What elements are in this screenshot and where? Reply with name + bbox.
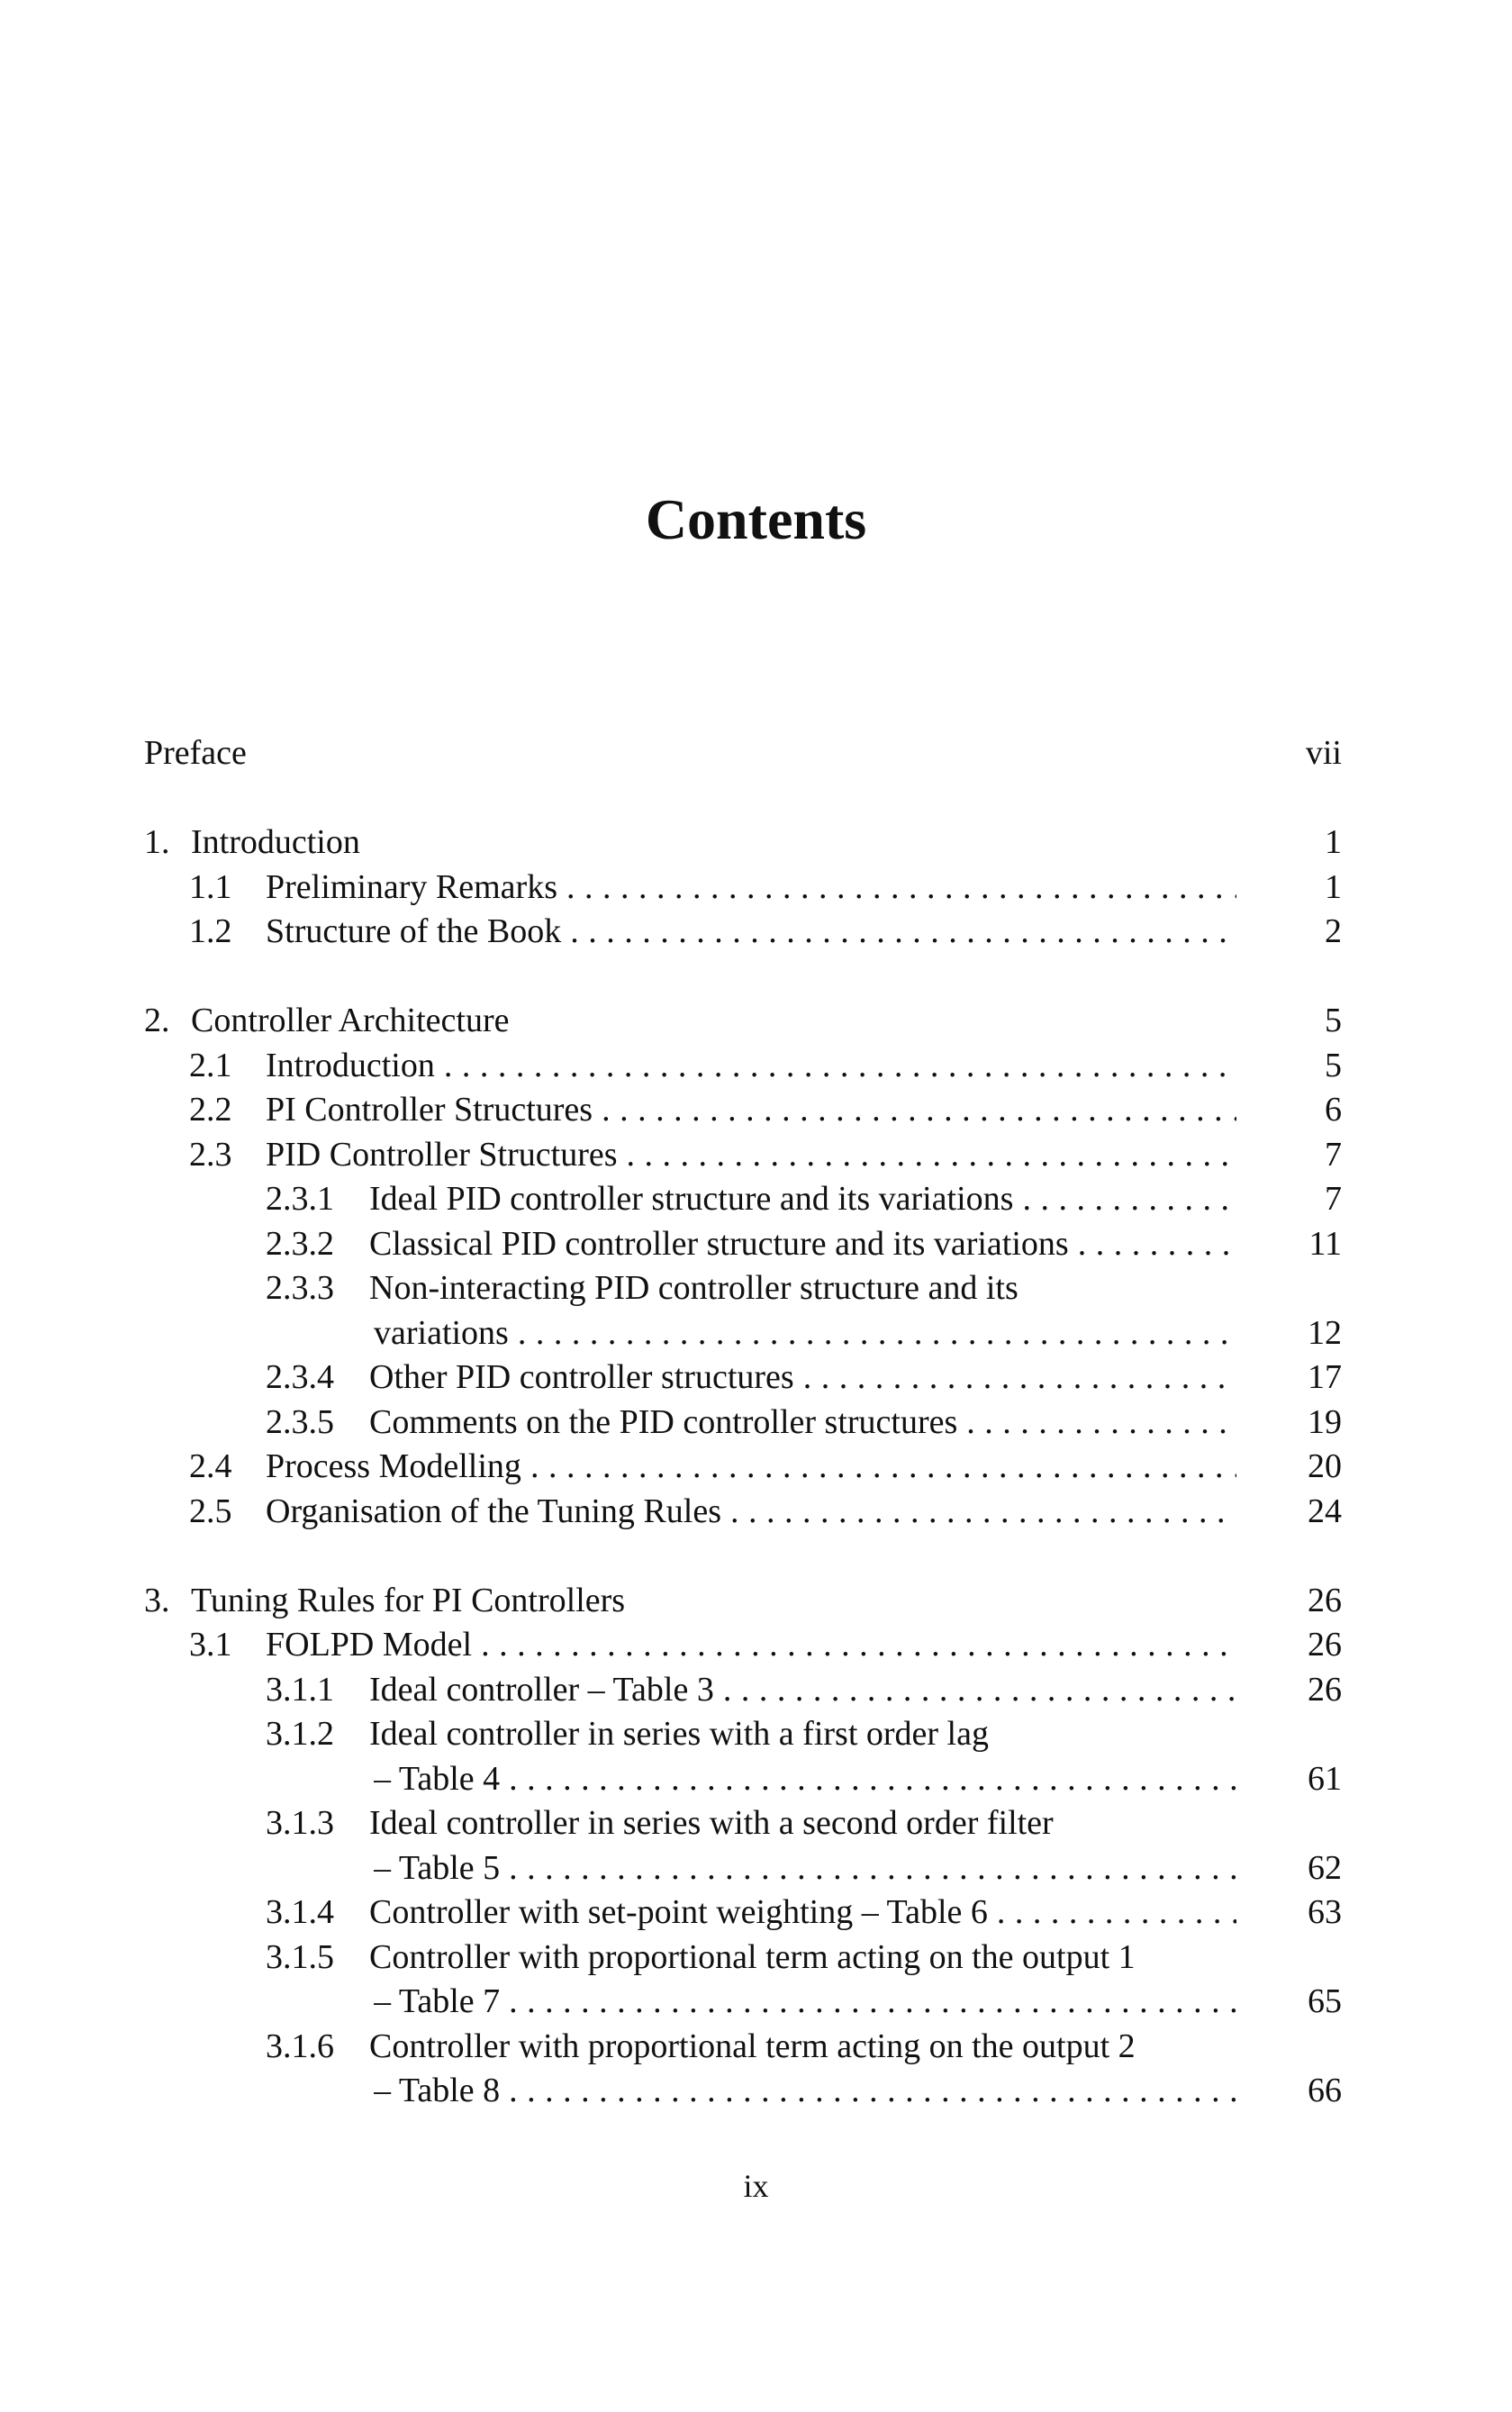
page-title: Contents [645, 487, 867, 551]
toc-entry-page: 19 [1308, 1402, 1342, 1441]
toc-entry-title: Tuning Rules for PI Controllers [191, 1581, 626, 1619]
toc-entry-title: Non-interacting PID controller structure and its [369, 1269, 1019, 1307]
toc-entry-page: 17 [1308, 1358, 1342, 1396]
toc-entry-page: 7 [1325, 1180, 1342, 1218]
toc-subsection-2-3-5[interactable] [144, 1401, 1342, 1446]
toc-entry-page: 12 [1308, 1313, 1342, 1352]
toc-section-2-2[interactable] [144, 1088, 1342, 1133]
toc-subsection-3-1-5-continued[interactable] [144, 1980, 1342, 2025]
toc-entry-page: 20 [1308, 1447, 1342, 1485]
toc-entry-number: 2.3.2 [266, 1224, 334, 1263]
toc-entry-number: 3.1.2 [266, 1715, 334, 1753]
toc-entry-page: 11 [1308, 1224, 1342, 1263]
toc-subsection-2-3-4[interactable] [144, 1356, 1342, 1401]
toc-subsection-3-1-2[interactable] [144, 1712, 1342, 1757]
toc-entry-page: 63 [1308, 1893, 1342, 1931]
toc-entry-title: Other PID controller structures . . . [369, 1356, 1236, 1401]
toc-entry-title: Introduction [191, 823, 360, 861]
toc-entry-number: 2.3.1 [266, 1180, 334, 1218]
toc-entry-number: 3. [144, 1581, 170, 1619]
toc-section-2-3[interactable] [144, 1133, 1342, 1178]
toc-subsection-3-1-1[interactable] [144, 1668, 1342, 1713]
toc-subsection-3-1-4[interactable] [144, 1891, 1342, 1936]
toc-subsection-2-3-1[interactable] [144, 1177, 1342, 1222]
toc-entry-number: 1.2 [189, 912, 232, 950]
toc-entry-title: Ideal PID controller structure and its variations . . . [369, 1177, 1236, 1222]
toc-section-2-5[interactable] [144, 1490, 1342, 1535]
toc-entry-number: 3.1.3 [266, 1804, 334, 1842]
toc-entry-page: 66 [1308, 2072, 1342, 2109]
toc-entry-title: Ideal controller in series with a first order lag [369, 1715, 989, 1753]
toc-entry-page: 2 [1325, 912, 1342, 950]
toc-entry-title-continued: – Table 8 . . . [374, 2069, 1236, 2114]
toc-entry-page: 6 [1325, 1091, 1342, 1129]
toc-entry-title: Comments on the PID controller structures . . . [369, 1401, 1236, 1446]
toc-entry-page: 7 [1325, 1135, 1342, 1174]
toc-entry-title: Controller with proportional term acting on the output 1 [369, 1937, 1136, 1976]
toc-entry-number: 3.1 [189, 1626, 232, 1664]
toc-entry-number: 2.3.3 [266, 1269, 334, 1307]
toc-entry-page: 24 [1308, 1492, 1342, 1530]
toc-entry-title: Introduction . . . [266, 1044, 1236, 1089]
toc-entry-number: 1. [144, 823, 170, 861]
toc-section-1-2[interactable] [144, 910, 1342, 955]
toc-entry-title: Controller with set-point weighting – Table 6 . . . [369, 1891, 1236, 1936]
toc-section-2-1[interactable] [144, 1044, 1342, 1089]
toc-section-1-1[interactable] [144, 866, 1342, 911]
toc-entry-title-continued: variations . . . [374, 1311, 1236, 1356]
toc-entry-number: 2.3 [189, 1135, 232, 1174]
toc-entry-number: 3.1.4 [266, 1893, 334, 1931]
toc-entry-title: PI Controller Structures . . . [266, 1088, 1236, 1133]
toc-entry-page: 1 [1325, 867, 1342, 906]
toc-entry-number: 2.4 [189, 1447, 232, 1485]
toc-chapter-2[interactable] [144, 999, 1342, 1044]
toc-entry-title: Ideal controller – Table 3 . . . [369, 1668, 1236, 1713]
toc-subsection-3-1-3[interactable] [144, 1801, 1342, 1846]
toc-subsection-3-1-3-continued[interactable] [144, 1846, 1342, 1891]
toc-entry-title: Preliminary Remarks . . . [266, 866, 1236, 911]
toc-entry-number: 2.1 [189, 1046, 232, 1084]
toc-entry-page: 5 [1325, 1046, 1342, 1084]
toc-section-2-4[interactable] [144, 1445, 1342, 1490]
toc-chapter-1[interactable] [144, 821, 1342, 866]
toc-entry-number: 2.2 [189, 1091, 232, 1129]
toc-entry-title: Classical PID controller structure and its variations . . . [369, 1222, 1236, 1267]
toc-subsection-3-1-2-continued[interactable] [144, 1757, 1342, 1802]
toc-entry-title: Process Modelling . . . [266, 1445, 1236, 1490]
toc-entry-page: 26 [1308, 1581, 1342, 1619]
toc-entry-page: 26 [1308, 1670, 1342, 1709]
toc-entry-title-continued: – Table 7 . . . [374, 1980, 1236, 2025]
toc-entry-title: FOLPD Model . . . [266, 1623, 1236, 1668]
toc-entry-page: 26 [1308, 1626, 1342, 1664]
toc-entry-page: 1 [1325, 823, 1342, 861]
toc-entry-number: 1.1 [189, 867, 232, 906]
toc-entry-page: vii [1305, 734, 1342, 772]
toc-chapter-3[interactable] [144, 1579, 1342, 1624]
toc-entry-number: 3.1.5 [266, 1937, 334, 1976]
toc-entry-title: Controller Architecture [191, 1002, 510, 1039]
toc-entry-title: Organisation of the Tuning Rules . . . [266, 1490, 1236, 1535]
toc-entry-title-continued: – Table 5 . . . [374, 1846, 1236, 1891]
toc-entry-title: Ideal controller in series with a second order filter [369, 1804, 1054, 1842]
toc-entry-number: 3.1.1 [266, 1670, 334, 1709]
toc-subsection-2-3-2[interactable] [144, 1222, 1342, 1267]
toc-entry-page: 61 [1308, 1759, 1342, 1798]
toc-entry-number: 2.5 [189, 1492, 232, 1530]
toc-section-3-1[interactable] [144, 1623, 1342, 1668]
toc-entry-number: 2.3.4 [266, 1358, 334, 1396]
toc-entry-page: 65 [1308, 1982, 1342, 2020]
toc-subsection-2-3-3-continued[interactable] [144, 1311, 1342, 1356]
toc-entry-title: Structure of the Book . . . [266, 910, 1236, 955]
toc-entry-title: PID Controller Structures . . . [266, 1133, 1236, 1178]
toc-subsection-3-1-6[interactable] [144, 2025, 1342, 2070]
toc-subsection-3-1-5[interactable] [144, 1936, 1342, 1981]
toc-entry-number: 2.3.5 [266, 1402, 334, 1441]
toc-subsection-2-3-3[interactable] [144, 1266, 1342, 1311]
toc-entry-number: 2. [144, 1002, 170, 1039]
table-of-contents [144, 731, 1342, 2114]
toc-entry-page: 62 [1308, 1848, 1342, 1887]
toc-entry-title-continued: – Table 4 . . . [374, 1757, 1236, 1802]
page-number: ix [743, 2168, 769, 2204]
toc-entry-page: 5 [1325, 1002, 1342, 1039]
toc-entry-title: Preface [144, 734, 247, 772]
toc-entry-title: Controller with proportional term acting on the output 2 [369, 2027, 1136, 2065]
toc-subsection-3-1-6-continued[interactable] [144, 2069, 1342, 2114]
toc-entry-preface[interactable] [144, 731, 1342, 776]
toc-entry-number: 3.1.6 [266, 2027, 334, 2065]
